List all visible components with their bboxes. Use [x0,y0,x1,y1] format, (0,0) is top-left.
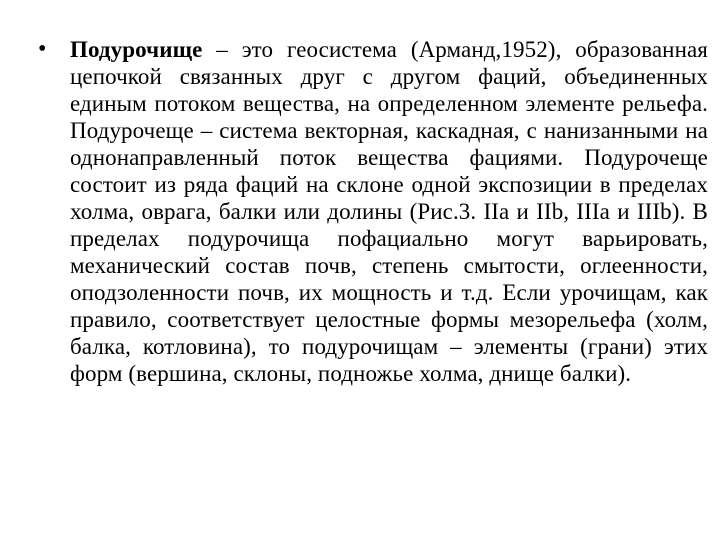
definition-paragraph [70,36,708,387]
bullet-marker: • [38,36,47,62]
definition-text: – это геосистема (Арманд,1952), образованная цепочкой связанных друг с другом фаций, объединенных единым потоком вещества, на определенном элементе рельефа. Подурочеще – система векторная, каскадная, с нанизанными на однонаправленный поток вещества фациями. Подурочеще состоит из ряда фаций на склоне одной экспозиции в пределах холма, оврага, балки или долины (Рис.3. IIa и IIb, IIIa и IIIb). В пределах подурочища пофациально могут варьировать, механический состав почв, степень смытости, оглеенности, оподзоленности почв, их мощность и т.д. Если урочищам, как правило, соответствует целостные формы мезорельефа (холм, балка, котловина), то подурочищам – элементы (грани) этих форм (вершина, склоны, подножье холма, днище балки). [70,37,708,386]
term-bold: Подурочище [70,37,203,62]
